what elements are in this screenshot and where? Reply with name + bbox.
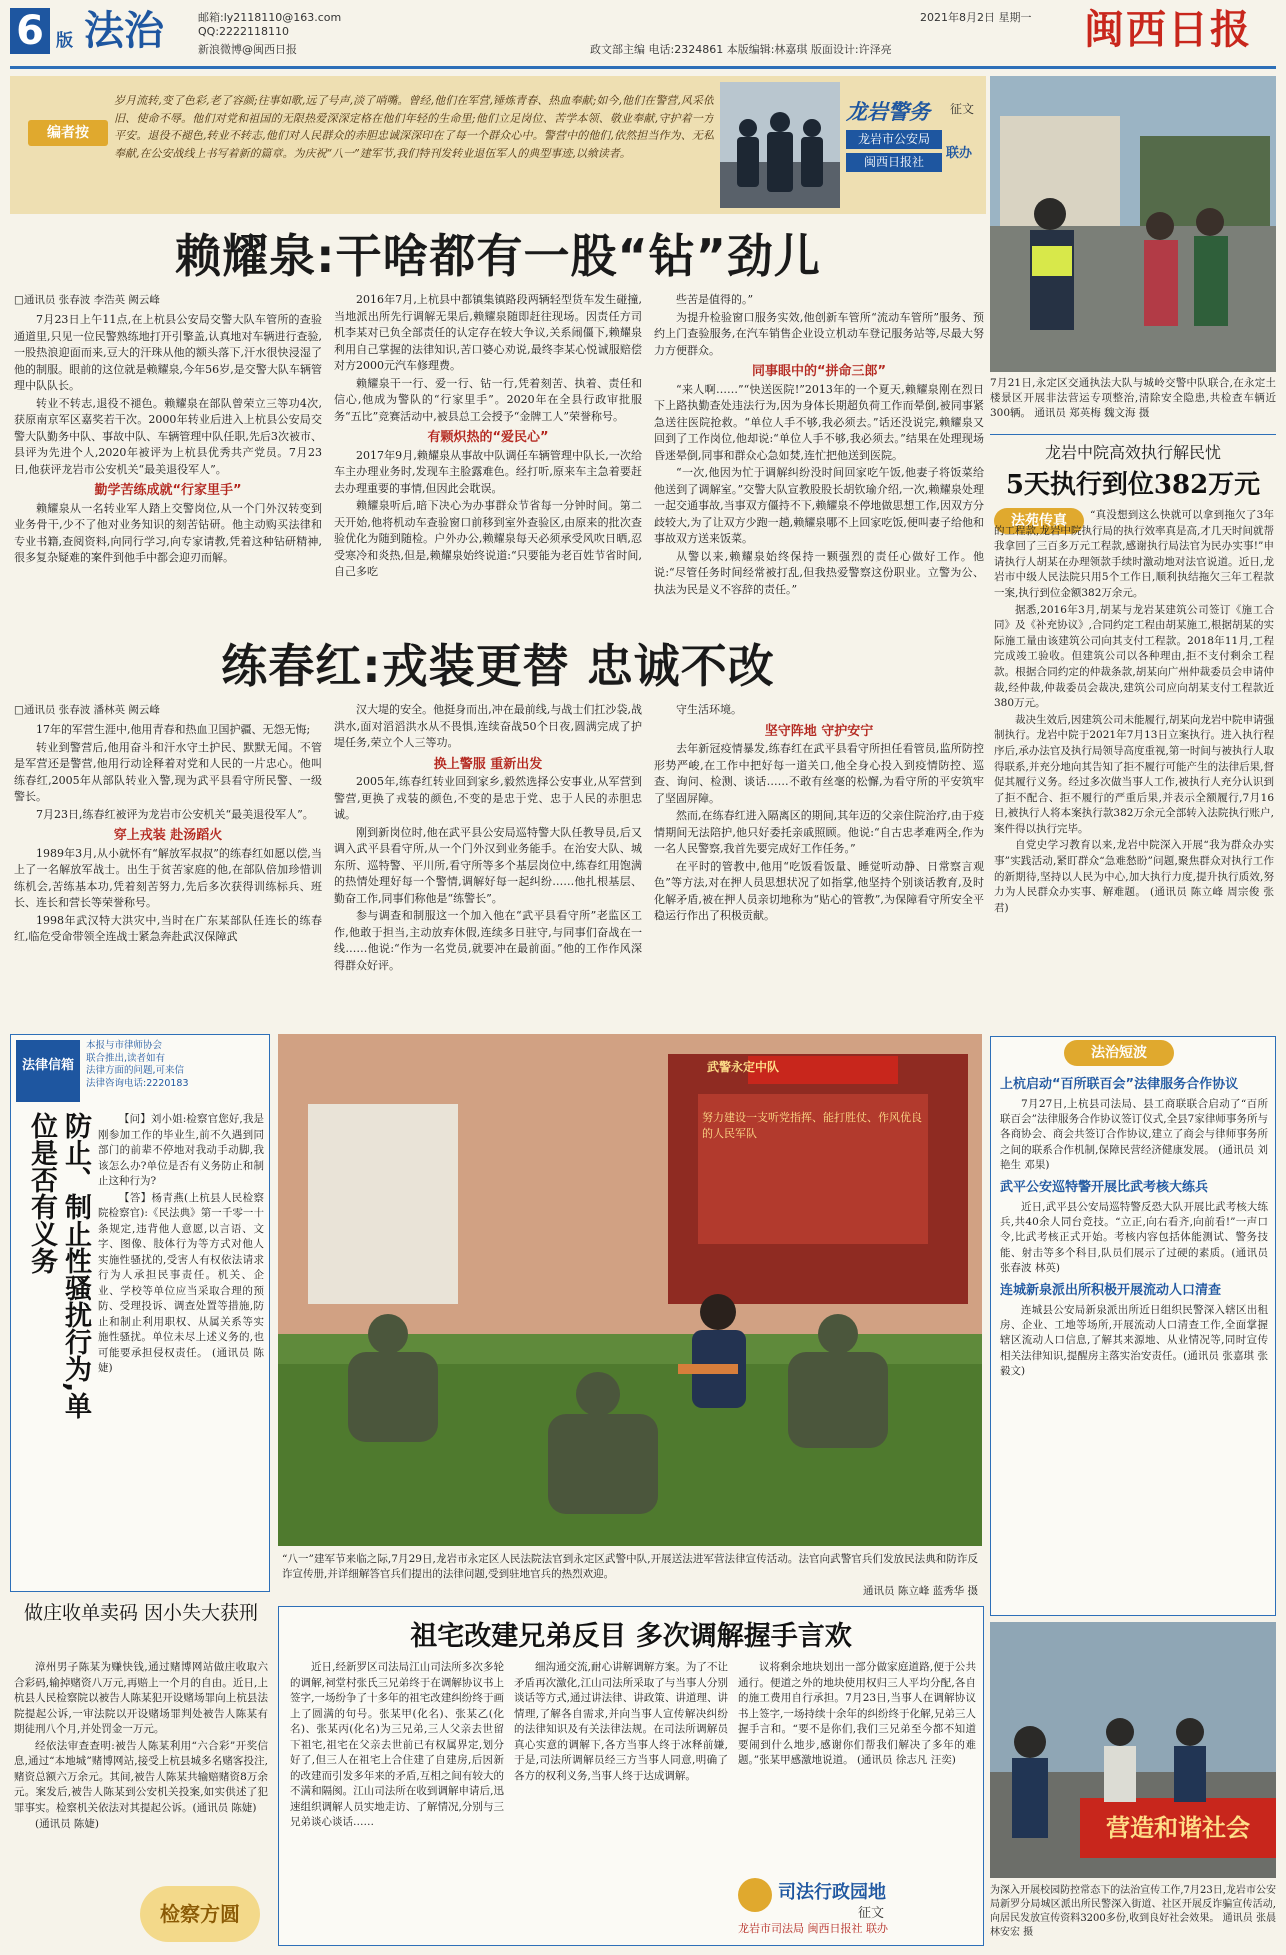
police-badge-join: 联办	[946, 146, 973, 161]
paragraph: 17年的军营生涯中,他用青春和热血卫国护疆、无怨无悔;	[36, 723, 311, 736]
paragraph: 近日,经新罗区司法局江山司法所多次多轮的调解,祠堂村张氏三兄弟终于在调解协议书上签字,一场纷争了十多年的祖宅改建纠纷终于画上了圆满的句号。张某甲(化名)、张某乙(化名)、张某丙(化名)为三兄弟,三人父亲去世留下祖宅,祖宅在父亲去世前已有权属界定,划分好了,但三人在祖宅上合住建了自建房,后因新的改建而引发多年来的矛盾,互相之间有较大的不满和隔阂。江山司法所在收到调解申请后,迅速组织调解人员实地走访、了解情况,分别与三兄弟谈心谈话……	[290, 1661, 504, 1828]
article1-col2	[334, 292, 642, 630]
masthead-qq: QQ:2222118110	[198, 25, 290, 38]
police-badge-org1: 龙岩市公安局	[846, 130, 942, 149]
paragraph: 经依法审查查明:被告人陈某利用“六合彩”开奖信息,通过“本地城”赌博网站,接受上杭县城多名赌客投注,赌资总额六万余元。其间,被告人陈某共输赔赌资8万余元。案发后,被告人陈某到公安机关投案,如实供述了犯罪事实。检察机关依法对其提起公诉。(通讯员 陈婕)	[14, 1739, 268, 1814]
subheading: 勤学苦练成就“行家里手”	[94, 483, 242, 498]
article3-col3	[738, 1660, 976, 1866]
article1-byline: □通讯员 张春波 李浩英 阙云峰	[14, 294, 160, 306]
paragraph: 细沟通交流,耐心讲解调解方案。为了不让矛盾再次激化,江山司法所采取了与当事人分别谈话等方式,通过讲法律、讲政策、讲道理、讲情理,了解各自需求,并向当事人宣传解决纠纷的法律知识及有关法律法规。在司法所调解员真心实意的调解下,各方当事人终于冰释前嫌,于是,司法所调解员经三方当事人同意,明确了各方的权利义务,当事人终于达成调解。	[514, 1661, 728, 1782]
briefs-tag: 法治短波	[1064, 1040, 1174, 1066]
paragraph: “一次,他因为忙于调解纠纷没时间回家吃午饭,他妻子将饭菜给他送到了调解室。”交警大队宣教股股长胡钦瑜介绍,一次,赖耀泉处理一起交通事故,当事双方僵持不下,赖耀泉不停地做思想工作,因双方分歧较大,为了让双方少跑一趟,赖耀泉哪不上回家吃饭,便叫妻子给他和事故双方送来饭菜。	[654, 466, 984, 545]
police-badge-title: 龙岩警务	[846, 100, 930, 124]
paragraph: 为提升检验窗口服务实效,他创新车管所“流动车管所”服务、预约上门查验服务,在汽车销售企业设立机动车登记服务站等,尽最大努力方便群众。	[654, 310, 984, 357]
editor-note-tag: 编者按	[28, 120, 108, 146]
judicial-badge-title: 司法行政园地	[778, 1882, 886, 1903]
photo-banner: 武警永定中队	[706, 1060, 779, 1074]
masthead-date: 2021年8月2日 星期一	[920, 11, 1032, 24]
traffic-photo-caption: 7月21日,永定区交通执法大队与城岭交警中队联合,在永定土楼景区开展非法营运专项整治,清除安全隐患,共检查车辆近300辆。 通讯员 郑英梅 魏文海 摄	[990, 377, 1276, 419]
court-title: 5天执行到位382万元	[1005, 470, 1261, 500]
section-title: 法治	[84, 8, 164, 54]
paragraph: 参与调查和制服这一个加入他在“武平县看守所”老监区工作,他敢于担当,主动放弃休假,连续多日驻守,与同事们奋战在一线……他说:“作为一名党员,就要冲在最前面。”他的工作作风深得群众好评。	[334, 909, 642, 972]
center-photo-credit: 通讯员 陈立峰 蓝秀华 摄	[862, 1585, 978, 1597]
article3-col2	[514, 1660, 728, 1942]
masthead-email: 邮箱:ly2118110@163.com	[198, 11, 342, 24]
mailbox-title: 防止、制止性骚扰行为,单位是否有义务	[26, 1112, 91, 1420]
paragraph: 赖耀泉干一行、爱一行、钻一行,凭着刻苦、执着、责任和信心,他成为警队的“行家里手”。2020年在全县行政审批服务“五比”竞赛活动中,被县总工会授予“金牌工人”荣誉称号。	[334, 376, 642, 423]
masthead	[0, 0, 1286, 64]
brief-text: 连城县公安局新泉派出所近日组织民警深入辖区出租房、企业、工地等场所,开展流动人口清查工作,全面掌握辖区流动人口信息,了解其来源地、从业情况等,同时宣传相关法律知识,提醒房主落实治安责任。(通讯员 张嘉琪 张毅文)	[1000, 1304, 1268, 1377]
brief-title: 连城新泉派出所积极开展流动人口清查	[1000, 1283, 1222, 1299]
small-story-title: 做庄收单卖码 因小失大获刑	[23, 1602, 259, 1624]
article2-col2	[334, 702, 642, 1024]
court-text	[994, 508, 1274, 926]
police-badge	[846, 96, 978, 196]
divider	[990, 434, 1276, 435]
paragraph: 裁决生效后,因建筑公司未能履行,胡某向龙岩中院申请强制执行。龙岩中院于2021年7月13日立案执行。进入执行程序后,承办法官及执行局领导高度重视,第一时间与被执行人取得联系,并充分地向其告知了拒不履行可能产生的法律后果,督促其履行义务。经过多次做当事人工作,被执行人充分认识到了拒不配合、拒不履行的严重后果,并表示全额履行,7月16日,被执行人将本案执行款382万余元全部转入法院执行账户,案件得以执行完毕。	[994, 713, 1274, 835]
police-photo	[720, 82, 840, 208]
judicial-badge	[738, 1874, 978, 1940]
paragraph: “真没想到这么快就可以拿到拖欠了3年的工程款,龙岩中院执行局的执行效率真是高,才几天时间就帮我拿回了三百多万元工程款,感谢执行局法官为民办实事!”申请执行人胡某在办理领款手续时激动地对法官说道。近日,龙岩市中级人民法院只用5个工作日,顺利执结拖欠三年工程款一案,执行到位金额382万余元。	[994, 509, 1274, 599]
court-kicker: 龙岩中院高效执行解民忧	[1044, 443, 1221, 462]
paragraph: (通讯员 陈婕)	[35, 1818, 100, 1830]
mailbox-logo: 法律信箱	[16, 1040, 80, 1102]
paragraph: 7月23日上午11点,在上杭县公安局交警大队车管所的查验通道里,只见一位民警熟练地打开引擎盖,认真地对车辆进行查验,一股热浪迎面而来,豆大的汗珠从他的额头落下,汗水很快浸湿了他的制服。眼前的这位就是赖耀泉,今年56岁,是交警大队车辆管理中队队长。	[14, 313, 322, 392]
paragraph: 守生活环境。	[676, 703, 742, 716]
paragraph: 汉大堤的安全。他挺身而出,冲在最前线,与战士们扛沙袋,战洪水,面对滔滔洪水从不畏惧,连续奋战50个日夜,圆满完成了护堤任务,荣立个人三等功。	[334, 703, 642, 749]
community-banner: 营造和谐社会	[1106, 1814, 1250, 1842]
mailbox-note: 本报与市律师协会	[86, 1040, 163, 1051]
brief-text: 近日,武平县公安局巡特警反恐大队开展比武考核大练兵,共40余人同台竞技。“立正,向右看齐,向前看!”一声口令,比武考核正式开始。考核内容包括体能测试、警务技能、射击等多个科目,队员们展示了过硬的素质。(通讯员 张春波 林英)	[1000, 1201, 1268, 1274]
paragraph: 转业不转志,退役不褪色。赖耀泉在部队曾荣立三等功4次,获原南京军区嘉奖若干次。2000年转业后进入上杭县公安局交警大队勤务中队、事故中队、车辆管理中队任职,先后3次被市、县评为先进个人,2020年被评为上杭县优秀共产党员。7月23日,他获评龙岩市公安机关“最美退役军人”。	[14, 396, 322, 476]
masthead-weibo: 新浪微博@闽西日报	[198, 43, 297, 56]
mailbox-text	[98, 1112, 264, 1588]
judicial-badge-emblem	[738, 1878, 772, 1912]
paragraph: 7月23日,练春红被评为龙岩市公安机关“最美退役军人”。	[36, 807, 314, 821]
paragraph: 自党史学习教育以来,龙岩中院深入开展“我为群众办实事”实践活动,紧盯群众“急难愁盼”问题,聚焦群众对执行工作的新期待,坚持以人民为中心,加大执行力度,提升执行质效,努力为人民群众办实事、解难题。 (通讯员 陈立峰 周宗俊 张君)	[994, 839, 1274, 914]
paragraph: “来人啊……”“快送医院!”2013年的一个夏天,赖耀泉刚在烈日下上路执勤查处违法行为,因为身体长期超负荷工作而晕倒,被同事紧急送往医院抢救。“单位人手不够,我必须去。”话还没说完,赖耀泉又回到了工作岗位,他却说:“单位人手不够,我必须去。”结果在处理现场昏迷晕倒,同事和群众心急如焚,连忙把他送到医院。	[654, 382, 984, 462]
judicial-badge-sub: 征文	[858, 1906, 885, 1921]
article2-byline: □通讯员 张春波 潘林英 阙云峰	[14, 704, 160, 716]
brief-title: 武平公安巡特警开展比武考核大练兵	[1000, 1180, 1209, 1196]
article3-col1	[290, 1660, 504, 1942]
subheading: 换上警服 重新出发	[433, 756, 543, 772]
article2-title: 练春红:戎装更替 忠诚不改	[221, 639, 775, 693]
paragraph: 些苦是值得的。”	[676, 293, 754, 306]
paragraph: 转业到警营后,他用奋斗和汗水守土护民、默默无闻。不管是军营还是警营,他用行动诠释着对党和人民的一片忠心。他叫练春红,2005年从部队转业入警,现为武平县看守所民警、一级警长。	[14, 740, 322, 803]
subheading: 穿上戎装 赴汤蹈火	[113, 828, 223, 843]
editor-note-text: 岁月流转,变了色彩,老了容颜;往事如歌,远了号声,淡了哨嘴。曾经,他们在军营,锤炼青春、热血奉献;如今,他们在警营,风采依旧、使命不辱。他们对党和祖国的无限热爱深深定格在他们年轻的生命里;他们立足岗位、苦学本领、敬业奉献,守护着一方平安。退役不褪色,转业不转志,他们对人民群众的赤胆忠诚深深印在了每一个群众心中。警营中的他们,依然担当作为、无私奉献,在公安战线上书写着新的篇章。为庆祝“八一”建军节,我们特刊发转业退伍军人的典型事迹,以飨读者。	[114, 94, 714, 160]
masthead-rule	[10, 66, 1276, 69]
article1-col1	[14, 312, 322, 630]
center-photo-caption: “八一”建军节来临之际,7月29日,龙岩市永定区人民法院法官到永定区武警中队,开展送法进军营法律宣传活动。法官向武警官兵们发放民法典和防诈反诈宣传册,并详细解答官兵们提出的法律问题,受到驻地官兵的热烈欢迎。	[282, 1553, 978, 1580]
mailbox-contact: 法律咨询电话:2220183	[86, 1077, 189, 1089]
paragraph: 1998年武汉特大洪灾中,当时在广东某部队任连长的练春红,临危受命带领全连战士紧急奔赴武汉保障武	[14, 913, 322, 943]
subheading: 有颗炽热的“爱民心”	[427, 430, 549, 445]
paragraph: 赖耀泉从一名转业军人踏上交警岗位,从一个门外汉转变到业务骨干,少不了他对业务知识的刻苦钻研。他主动购买法律和专业书籍,查阅资料,向同行学习,向专家请教,凭着这种钻研精神,很多复杂疑难的案件到他手中都会迎刃而解。	[14, 501, 322, 564]
paragraph: 【问】刘小姐:检察官您好,我是刚参加工作的毕业生,前不久遇到同部门的前辈不停地对我动手动脚,我该怎么办?单位是否有义务防止和制止这种行为?	[98, 1113, 264, 1187]
paragraph: 2005年,练春红转业回到家乡,毅然选择公安事业,从军营到警营,更换了戎装的颜色,不变的是忠于党、忠于人民的赤胆忠诚。	[334, 775, 642, 821]
subheading: 坚守阵地 守护安宁	[764, 723, 874, 739]
newspaper-logo: 闽西日报	[1084, 6, 1252, 53]
paragraph: 2016年7月,上杭县中都镇集镇路段两辆轻型货车发生碰撞,当地派出所先行调解无果后,赖耀泉随即赶往现场。因责任方司机李某对已负全部责任的认定存在较大争议,关系闹僵下,赖耀泉利用自己掌握的法律知识,苦口婆心劝说,最终李某心悦诚服赔偿对方2000元汽车修理费。	[334, 293, 642, 372]
article3-title: 祖宅改建兄弟反目 多次调解握手言欢	[410, 1621, 852, 1652]
article2-col3	[654, 702, 984, 1024]
community-photo-caption: 为深入开展校园防控常态下的法治宣传工作,7月23日,龙岩市公安局新罗分局城区派出所民警深入街道、社区开展反诈骗宣传活动,向居民发放宣传资料3200多份,收到良好社会效果。 通讯员 张晨 林安宏 摄	[990, 1885, 1276, 1938]
page-suffix: 版	[56, 31, 73, 51]
police-badge-sub: 征文	[950, 102, 975, 116]
brief-title: 上杭启动“百所联百会”法律服务合作协议	[1000, 1077, 1239, 1092]
paragraph: 1989年3月,从小就怀有“解放军叔叔”的练春红如愿以偿,当上了一名解放军战士。出生于贫苦家庭的他,在部队倍加珍惜训练机会,苦练基本功,凭着刻苦努力,先后多次获得训练标兵、班长、连长和营长等荣誉称号。	[14, 846, 322, 909]
paragraph: 【答】杨青燕(上杭县人民检察院检察官):《民法典》第一千零一十条规定,违背他人意愿,以言语、文字、图像、肢体行为等方式对他人实施性骚扰的,受害人有权依法请求行为人承担民事责任。机关、企业、学校等单位应当采取合理的预防、受理投诉、调查处置等措施,防止和制止利用职权、从属关系等实施性骚扰。单位未尽上述义务的,也可能要承担侵权责任。 (通讯员 陈婕)	[98, 1191, 264, 1374]
paragraph: 据悉,2016年3月,胡某与龙岩某建筑公司签订《施工合同》及《补充协议》,合同约定工程由胡某施工,根据胡某的实际施工量由该建筑公司向其支付工程款。2018年11月,工程完成竣工验收。但建筑公司以各种理由,拒不支付剩余工程款。根据合同约定的仲裁条款,胡某向广州仲裁委员会申请仲裁,经仲裁,仲裁委员会裁决,建筑公司应向胡某支付工程款近380万元。	[994, 603, 1274, 710]
article1-col3	[654, 292, 984, 630]
subheading: 同事眼中的“拼命三郎”	[751, 364, 887, 379]
paragraph: 从警以来,赖耀泉始终保持一颗强烈的责任心做好工作。他说:“尽管任务时间经常被打乱,但我热爱警察这份职业。立警为公、执法为民是义不容辞的责任。”	[654, 549, 984, 596]
paragraph: 赖耀泉听后,暗下决心为办事群众节省每一分钟时间。第二天开始,他将机动车查验窗口前移到室外查验区,由原来的批次查验优化为随到随检。户外办公,赖耀泉每天必须承受风吹日晒,忍受寒冷和炎热,但是,赖耀泉始终说道:“只要能为老百姓节省时间,自己多吃	[334, 499, 642, 578]
photo-board-slogan: 努力建设一支听党指挥、能打胜仗、作风优良的人民军队	[702, 1111, 922, 1140]
mailbox-notes	[86, 1040, 266, 1090]
police-badge-org2: 闽西日报社	[846, 153, 942, 172]
paragraph: 刚到新岗位时,他在武平县公安局巡特警大队任教导员,后又调入武平县看守所,从一个门外汉到业务能手。在治安大队、城东所、巡特警、平川所,看守所等多个基层岗位中,练春红用饱满的热情处理好每一个警情,调解好每一起纠纷……他扎根基层、勤奋工作,同事们称他是“练警长”。	[334, 825, 642, 905]
judicial-badge-org: 龙岩市司法局 闽西日报社 联办	[738, 1922, 888, 1935]
brief-text: 7月27日,上杭县司法局、县工商联联合启动了“百所联百会”法律服务合作协议签订仪式,全县7家律师事务所与各商协会、商会共签订合作协议,建立了商会与律师事务所之间的联系合作机制,保障民营经济健康发展。 (通讯员 刘艳生 邓果)	[1000, 1098, 1268, 1171]
paragraph: 2017年9月,赖耀泉从事故中队调任车辆管理中队长,一次给车主办理业务时,发现车主脸露难色。经打听,原来车主急着要赶去办理重要的事情,但因此会耽误。	[334, 448, 642, 495]
paragraph: 然而,在练春红进入隔离区的期间,其年迈的父亲住院治疗,由于疫情期间无法陪护,他只好委托亲戚照顾。他说:“自古忠孝难两全,作为一名人民警察,我首先要完成好工作任务。”	[654, 809, 984, 855]
mailbox-note: 联合推出,读者如有	[86, 1052, 166, 1064]
mailbox-note: 法律方面的问题,可来信	[86, 1065, 185, 1076]
masthead-editors: 政文部主编 电话:2324861 本版编辑:林嘉琪 版面设计:许泽亮	[590, 43, 892, 56]
traffic-photo	[990, 76, 1276, 372]
briefs-list	[1000, 1070, 1268, 1610]
paragraph: 去年新冠疫情暴发,练春红在武平县看守所担任看管员,监所防控形势严峻,在工作中把好每一道关口,他全身心投入到疫情防控、巡查、询问、检测、谈话……不敢有丝毫的松懈,为看守所的平安筑牢了坚固屏障。	[654, 742, 984, 805]
paragraph: 议将剩余地块划出一部分做家庭道路,便于公共通行。便道之外的地块使用权归三人平均分配,各自的施工费用自行承担。7月23日,当事人在调解协议书上签字,一场持续十余年的纠纷终于化解,兄弟三人握手言和。“要不是你们,我们三兄弟至今都不知道要闹到什么地步,感谢你们帮我们解决了多年的难题。”张某甲感激地说道。 (通讯员 徐志凡 汪奕)	[738, 1661, 976, 1766]
paragraph: 在平时的管教中,他用“吃饭看饭量、睡觉听动静、日常察言观色”等方法,对在押人员思想状况了如指掌,他坚持个别谈话教育,及时化解矛盾,被在押人员亲切地称为“贴心的管教”,为保障看守所安全平稳运行作出了积极贡献。	[654, 859, 984, 922]
page-number: 6	[10, 8, 50, 54]
procuratorate-logo: 检察方圆	[140, 1886, 260, 1942]
court-tag: 法苑传真	[994, 508, 1084, 534]
article1-title: 赖耀泉:干啥都有一股“钻”劲儿	[175, 229, 821, 283]
article2-col1	[14, 722, 322, 1024]
paragraph: 漳州男子陈某为赚快钱,通过赌博网站做庄收取六合彩码,输掉赌资八万元,再赔上一个月的自由。近日,上杭县人民检察院以被告人陈某犯开设赌场罪向上杭县法院提起公诉,一审法院以开设赌场罪判处被告人陈某有期徒刑八个月,并处罚金一万元。	[14, 1661, 268, 1735]
